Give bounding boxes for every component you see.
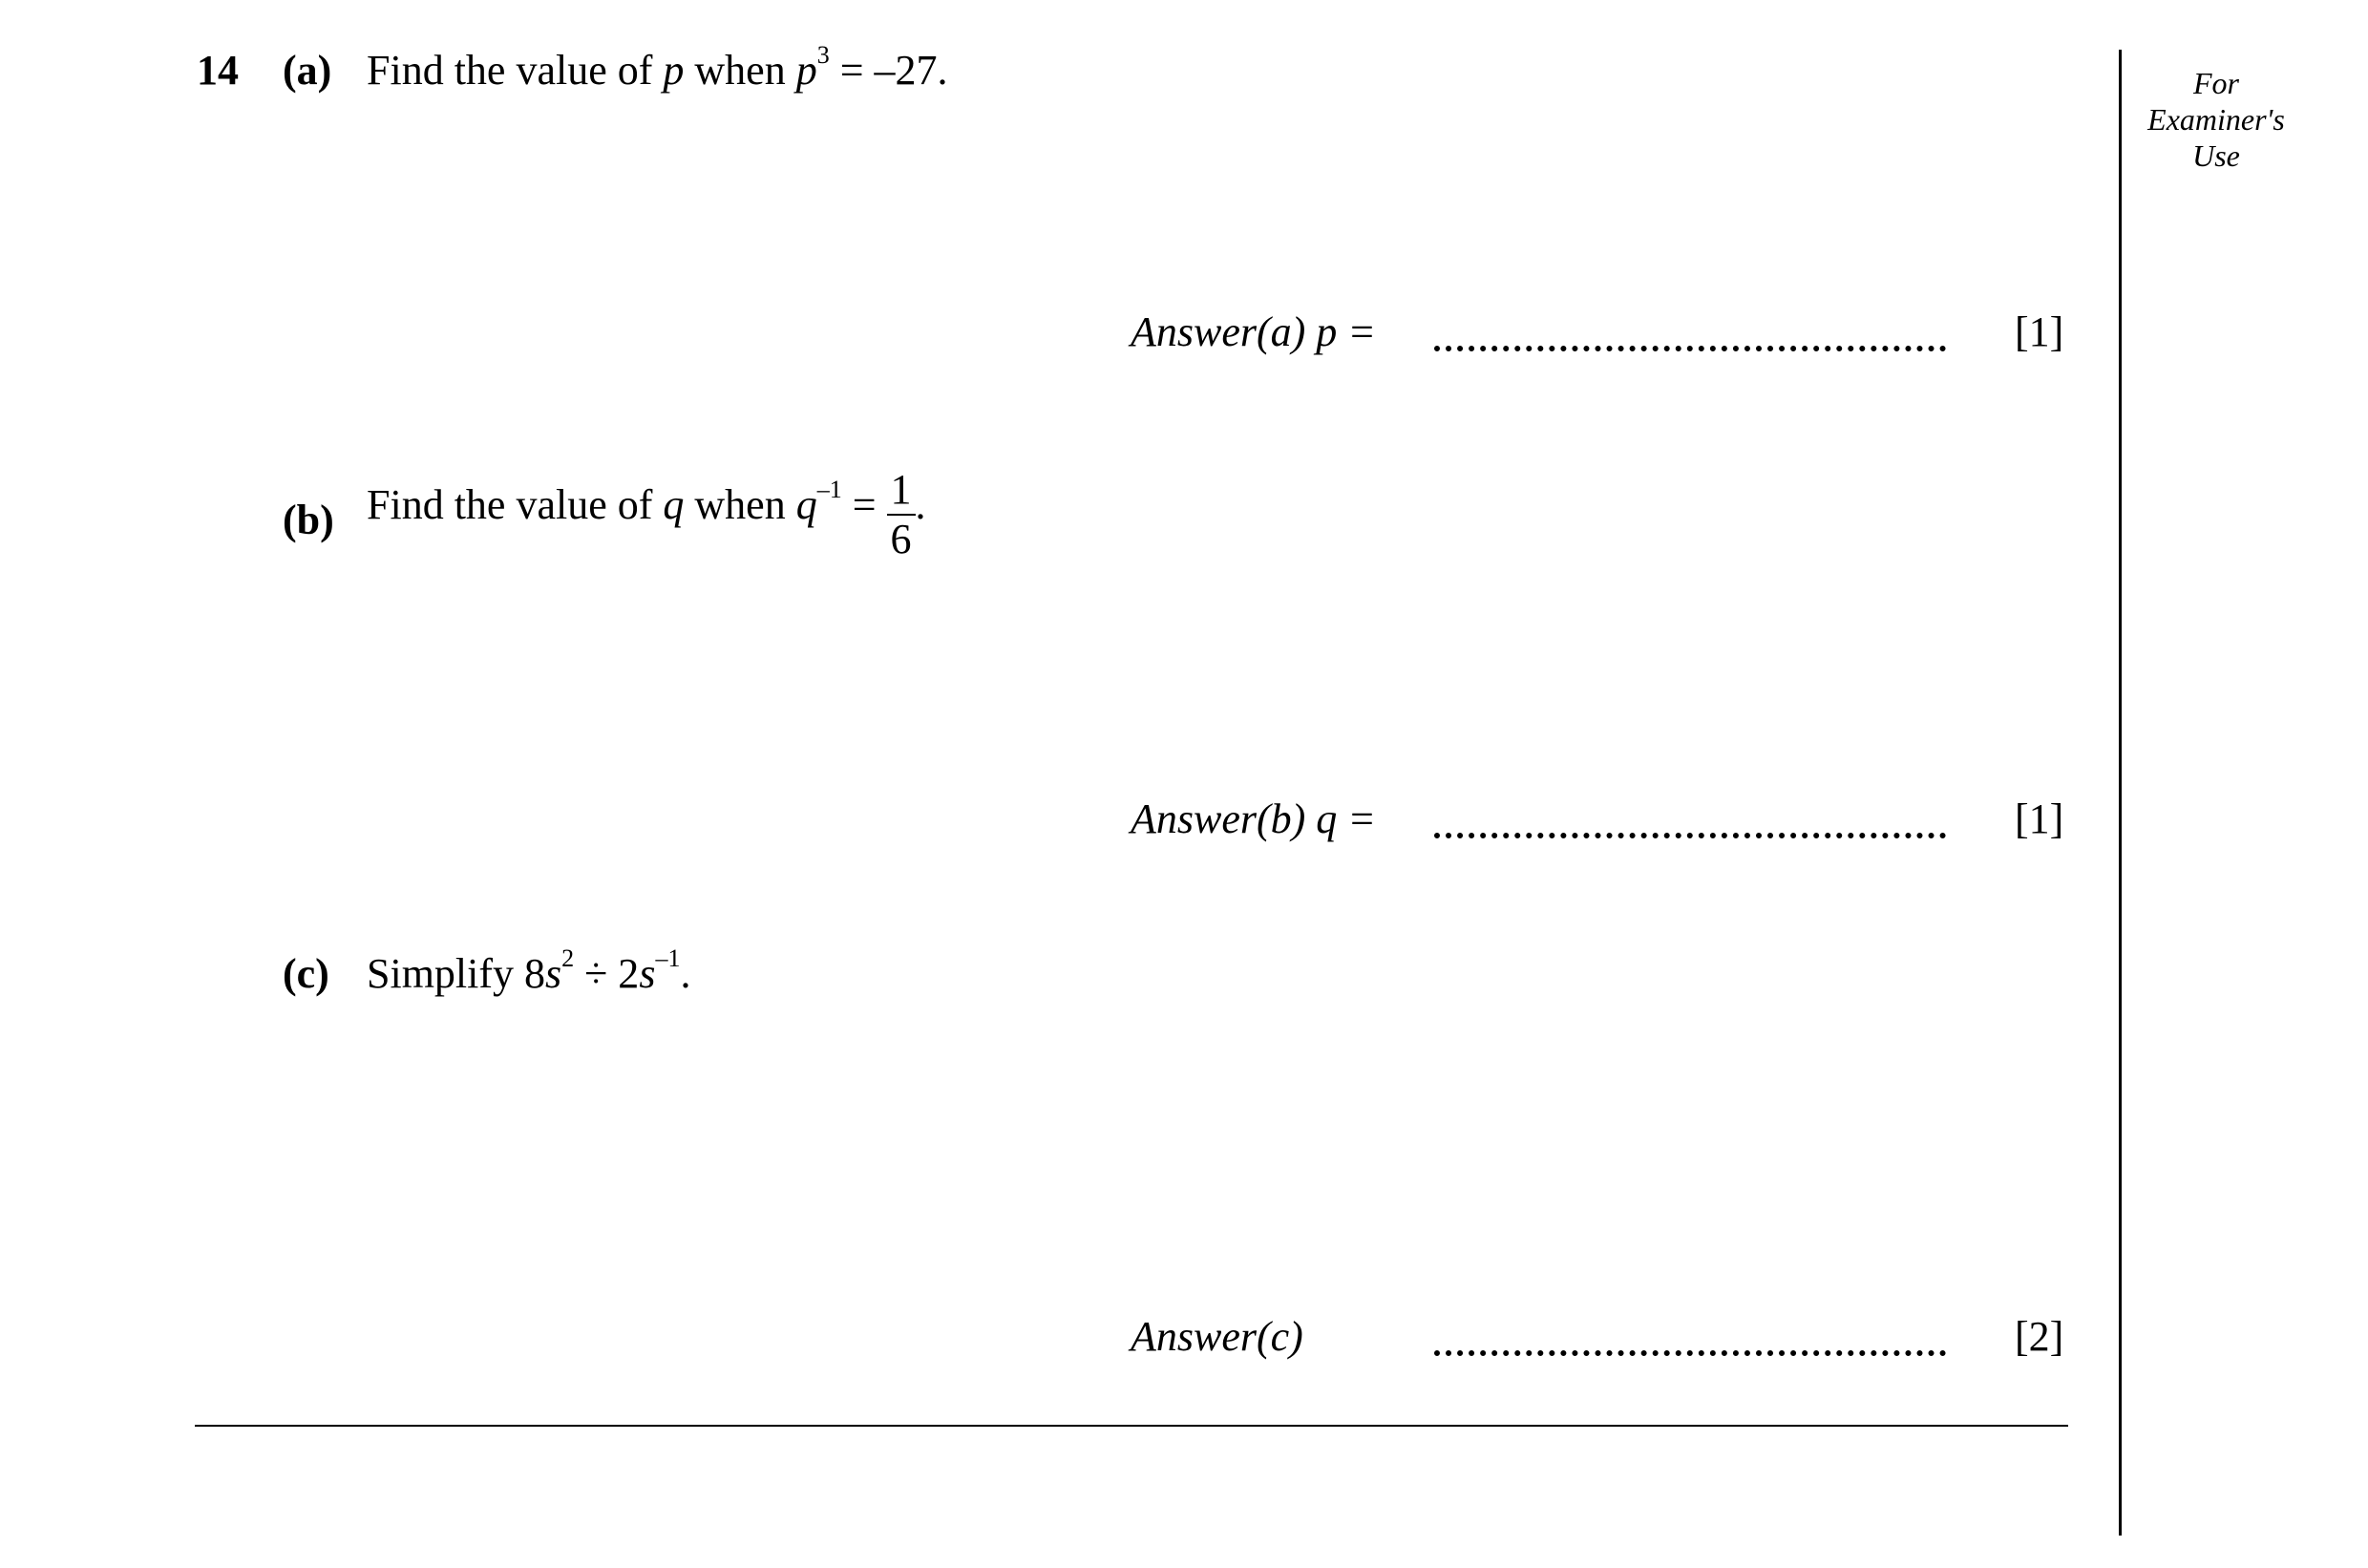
- part-b-exponent: –1: [816, 476, 842, 504]
- examiner-margin-rule: [2119, 50, 2122, 1536]
- fraction-numerator: 1: [890, 466, 912, 513]
- part-c-exponent-2: –1: [655, 944, 681, 972]
- part-b-text: Find the value of: [367, 481, 664, 529]
- part-a-text: Find the value of: [367, 47, 664, 94]
- part-c-exponent-1: 2: [561, 944, 575, 972]
- part-b-text-2: when: [684, 481, 796, 529]
- answer-c-label: Answer(c): [1131, 1313, 1303, 1360]
- part-b-question: [367, 462, 926, 562]
- part-a-exponent: 3: [816, 41, 830, 69]
- part-c-var-2: s: [639, 950, 656, 997]
- part-c-marks: [2]: [2015, 1313, 2064, 1360]
- examiner-use-label: [2125, 65, 2307, 174]
- part-c-text-2: .: [680, 950, 691, 997]
- part-a-label: (a): [283, 47, 332, 94]
- part-b-text-4: .: [915, 481, 926, 529]
- part-a-text-2: when: [684, 47, 796, 94]
- part-a-var-2: p: [795, 47, 817, 94]
- part-b-var-2: q: [795, 481, 817, 529]
- part-b-label: (b): [283, 497, 334, 543]
- answer-a-label: Answer(a) p =: [1131, 308, 1376, 355]
- part-b-var: q: [663, 481, 685, 529]
- part-a-question: [367, 41, 948, 94]
- examiner-line-1: For: [2193, 66, 2239, 100]
- examiner-line-2: Examiner's: [2147, 102, 2285, 137]
- question-end-rule: [195, 1425, 2068, 1427]
- part-a-marks: [1]: [2015, 308, 2064, 355]
- answer-c-line[interactable]: [1434, 1350, 1946, 1356]
- part-a-text-3: = –27.: [829, 47, 948, 94]
- part-c-question: [367, 944, 691, 997]
- answer-b-label: Answer(b) q =: [1131, 795, 1376, 842]
- part-c-text: Simplify 8: [367, 950, 546, 997]
- part-c-label: (c): [283, 950, 329, 997]
- part-b-fraction: [887, 468, 916, 562]
- part-c-operator: ÷ 2: [574, 950, 640, 997]
- part-b-marks: [1]: [2015, 795, 2064, 842]
- part-c-var: s: [545, 950, 562, 997]
- part-a-var: p: [663, 47, 685, 94]
- fraction-denominator: 6: [890, 516, 912, 562]
- answer-b-line[interactable]: [1434, 833, 1946, 838]
- part-b-text-3: =: [841, 481, 887, 529]
- answer-a-line[interactable]: [1434, 346, 1946, 351]
- question-number: 14: [197, 47, 239, 94]
- examiner-line-3: Use: [2192, 138, 2240, 173]
